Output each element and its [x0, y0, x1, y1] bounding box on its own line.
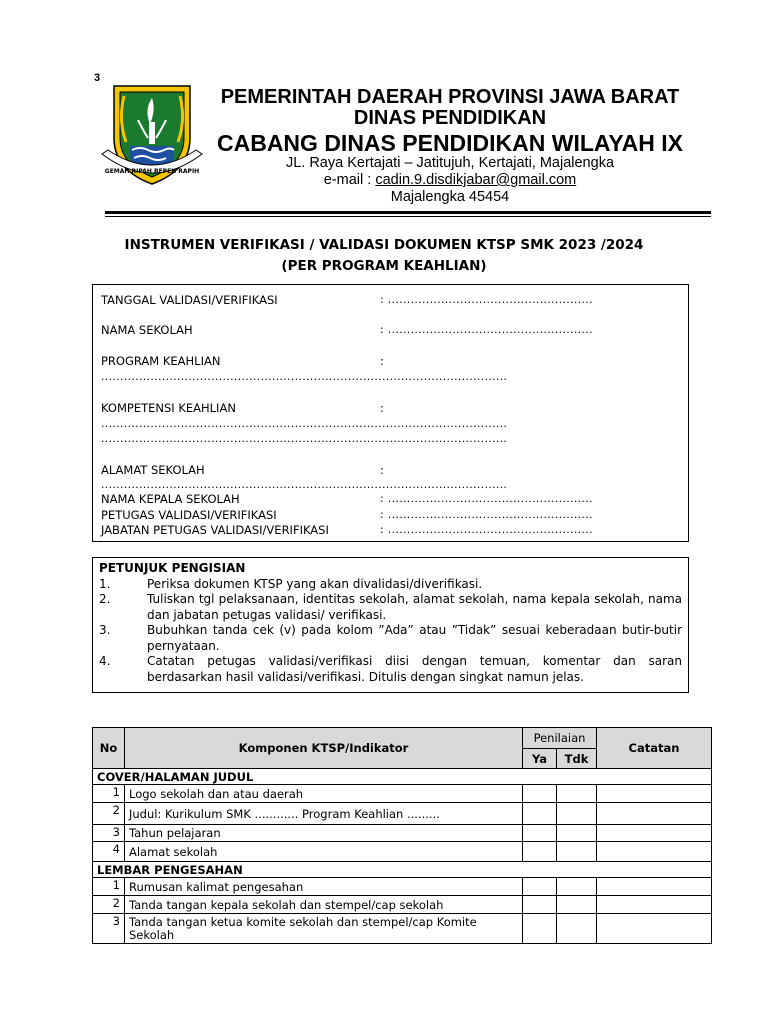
instruction-text: Catatan petugas validasi/verifikasi diisi dengan temuan, komentar dan saran berdasarkan hasil validasi/verifikasi. Ditulis dengan singkat namun jelas. [147, 654, 682, 684]
cell-tdk[interactable] [557, 896, 597, 914]
row-indicator: Tanda tangan ketua komite sekolah dan stempel/cap Komite Sekolah [125, 914, 523, 944]
label-kompetensi: KOMPETENSI KEAHLIAN [101, 401, 236, 415]
cell-ya[interactable] [523, 896, 557, 914]
row-number: 1 [93, 878, 125, 896]
instruction-number: 3. [99, 623, 111, 637]
col-header-no: No [93, 728, 125, 769]
row-number: 4 [93, 842, 125, 862]
instruction-text: Periksa dokumen KTSP yang akan divalidasi/diverifikasi. [147, 576, 483, 591]
row-number: 2 [93, 896, 125, 914]
header-line-1: PEMERINTAH DAERAH PROVINSI JAWA BARAT [220, 86, 680, 108]
row-indicator: Alamat sekolah [125, 842, 523, 862]
section-title: COVER/HALAMAN JUDUL [93, 769, 712, 785]
header-city: Majalengka 45454 [390, 189, 510, 205]
colon-kompetensi: : [380, 401, 384, 415]
instruction-number: 4. [99, 654, 111, 668]
instruction-number: 2. [99, 592, 111, 606]
instruction-item [99, 654, 682, 685]
cell-ya[interactable] [523, 825, 557, 842]
table-row [93, 914, 712, 944]
row-indicator: Tahun pelajaran [125, 825, 523, 842]
row-number: 2 [93, 803, 125, 825]
field-nama-sekolah[interactable]: : ...................................................... [380, 323, 593, 336]
cell-tdk[interactable] [557, 825, 597, 842]
row-number: 1 [93, 785, 125, 803]
row-indicator: Logo sekolah dan atau daerah [125, 785, 523, 803]
row-indicator: Judul: Kurikulum SMK ............ Program Keahlian ......... [125, 803, 523, 825]
table-row [93, 878, 712, 896]
header-address: JL. Raya Kertajati – Jatitujuh, Kertajati, Majalengka [285, 155, 615, 171]
colon-program: : [380, 354, 384, 368]
document-title-line-2: (PER PROGRAM KEAHLIAN) [281, 258, 487, 274]
instruction-number: 1. [99, 576, 111, 591]
field-alamat[interactable]: ........................................................................................................... [101, 478, 508, 491]
table-row [93, 803, 712, 825]
cell-catatan[interactable] [597, 785, 712, 803]
table-row [93, 785, 712, 803]
header-line-2: DINAS PENDIDIKAN [353, 107, 547, 129]
field-kompetensi-1[interactable]: ........................................................................................................... [101, 417, 508, 430]
label-kepala: NAMA KEPALA SEKOLAH [101, 492, 240, 506]
field-petugas[interactable]: : ...................................................... [380, 508, 593, 521]
table-row [93, 896, 712, 914]
assessment-table [92, 727, 712, 944]
email-label: e-mail : [323, 172, 376, 188]
table-row [93, 825, 712, 842]
instruction-item [99, 592, 682, 623]
label-petugas: PETUGAS VALIDASI/VERIFIKASI [101, 508, 277, 522]
label-alamat: ALAMAT SEKOLAH [101, 463, 205, 477]
cell-tdk[interactable] [557, 785, 597, 803]
field-kepala[interactable]: : ...................................................... [380, 492, 593, 505]
instructions-heading: PETUNJUK PENGISIAN [99, 561, 246, 575]
col-header-komponen: Komponen KTSP/Indikator [125, 728, 523, 769]
col-header-ya: Ya [523, 749, 557, 769]
header-line-3: CABANG DINAS PENDIDIKAN WILAYAH IX [216, 130, 683, 156]
instruction-text: Tuliskan tgl pelaksanaan, identitas sekolah, alamat sekolah, nama kepala sekolah, nama dan jabatan petugas validasi/ verifikasi. [147, 592, 682, 622]
cell-catatan[interactable] [597, 825, 712, 842]
header-email-line [200, 172, 700, 188]
colon-alamat: : [380, 463, 384, 477]
cell-catatan[interactable] [597, 842, 712, 862]
instruction-text: Bubuhkan tanda cek (v) pada kolom ”Ada” atau ”Tidak” sesuai keberadaan butir-butir pernyataan. [147, 623, 682, 653]
label-nama-sekolah: NAMA SEKOLAH [101, 323, 193, 337]
email-link[interactable]: cadin.9.disdikjabar@gmail.com [375, 172, 577, 188]
label-jabatan: JABATAN PETUGAS VALIDASI/VERIFIKASI [101, 523, 329, 537]
cell-tdk[interactable] [557, 878, 597, 896]
province-logo [100, 80, 204, 188]
header-rule-thick [105, 211, 711, 214]
svg-text:GEMAH RIPAH REPEH RAPIH: GEMAH RIPAH REPEH RAPIH [104, 168, 200, 175]
table-row [93, 842, 712, 862]
header-rule-thin [105, 216, 711, 217]
identity-form-box [92, 284, 689, 542]
label-tanggal: TANGGAL VALIDASI/VERIFIKASI [101, 293, 278, 307]
row-number: 3 [93, 914, 125, 944]
page-number: 3 [94, 72, 101, 84]
row-number: 3 [93, 825, 125, 842]
cell-catatan[interactable] [597, 803, 712, 825]
field-tanggal[interactable]: : ...................................................... [380, 293, 593, 306]
col-header-tdk: Tdk [557, 749, 597, 769]
instruction-item [99, 623, 682, 654]
cell-ya[interactable] [523, 803, 557, 825]
cell-catatan[interactable] [597, 896, 712, 914]
instruction-item [99, 577, 682, 593]
instructions-box [92, 557, 689, 693]
document-title-line-1: INSTRUMEN VERIFIKASI / VALIDASI DOKUMEN KTSP SMK 2023 /2024 [124, 237, 644, 253]
cell-tdk[interactable] [557, 914, 597, 944]
cell-catatan[interactable] [597, 878, 712, 896]
cell-ya[interactable] [523, 785, 557, 803]
field-jabatan[interactable]: : ...................................................... [380, 523, 593, 536]
cell-tdk[interactable] [557, 803, 597, 825]
col-header-penilaian: Penilaian [523, 728, 597, 749]
section-title: LEMBAR PENGESAHAN [93, 862, 712, 878]
row-indicator: Rumusan kalimat pengesahan [125, 878, 523, 896]
cell-ya[interactable] [523, 914, 557, 944]
row-indicator: Tanda tangan kepala sekolah dan stempel/cap sekolah [125, 896, 523, 914]
cell-tdk[interactable] [557, 842, 597, 862]
col-header-catatan: Catatan [597, 728, 712, 769]
cell-ya[interactable] [523, 842, 557, 862]
field-program[interactable]: ........................................................................................................... [101, 370, 508, 383]
field-kompetensi-2[interactable]: ........................................................................................................... [101, 432, 508, 445]
label-program: PROGRAM KEAHLIAN [101, 354, 221, 368]
cell-catatan[interactable] [597, 914, 712, 944]
cell-ya[interactable] [523, 878, 557, 896]
